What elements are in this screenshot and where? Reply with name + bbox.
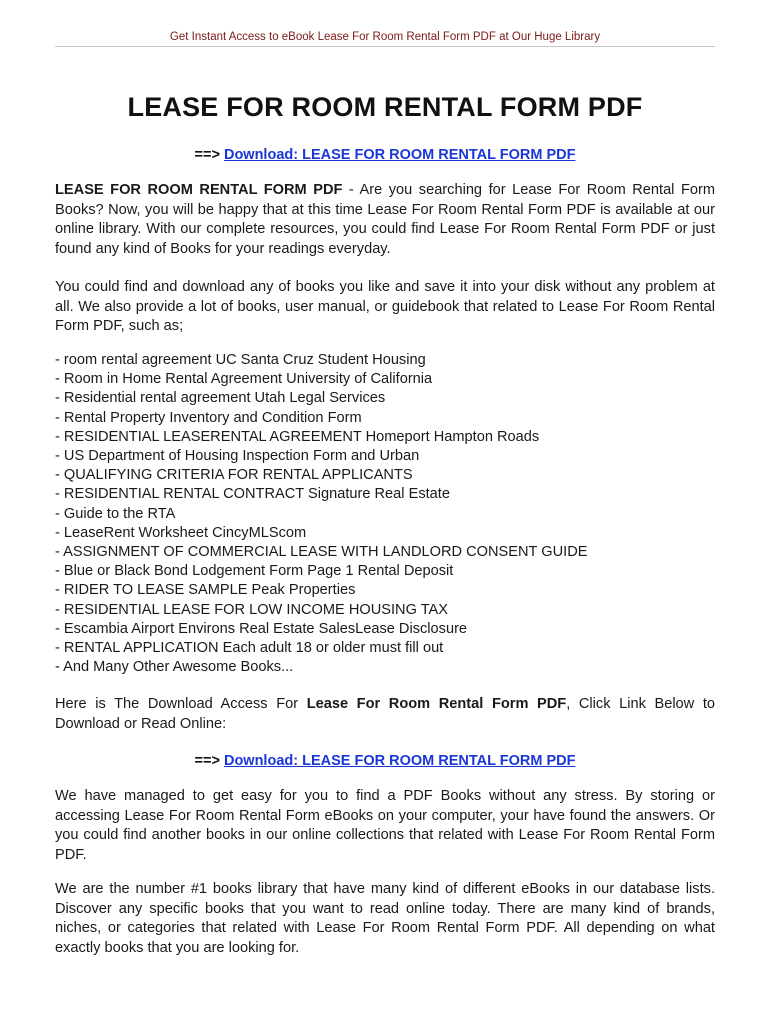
related-book-item: - Blue or Black Bond Lodgement Form Page 1 Rental Deposit: [55, 563, 454, 580]
access-paragraph: [55, 695, 715, 734]
related-book-item: - Escambia Airport Environs Real Estate SalesLease Disclosure: [55, 620, 468, 637]
page-title: LEASE FOR ROOM RENTAL FORM PDF: [127, 92, 643, 122]
related-book-item: - ASSIGNMENT OF COMMERCIAL LEASE WITH LANDLORD CONSENT GUIDE: [55, 544, 588, 561]
access-bold: Lease For Room Rental Form PDF: [306, 696, 567, 712]
paragraph-library: We are the number #1 books library that have many kind of different eBooks in our database lists. Discover any specific books that you want to read online today. There are many kind of brands, niches, or categories that related with Lease For Room Rental Form PDF. All depending on what exactly books that you are looking for.: [55, 881, 715, 956]
download-arrow: ==>: [194, 753, 220, 769]
related-book-item: - RESIDENTIAL LEASE FOR LOW INCOME HOUSING TAX: [55, 601, 449, 618]
access-before: Here is The Download Access For: [55, 696, 307, 712]
related-book-item: - RESIDENTIAL LEASERENTAL AGREEMENT Homeport Hampton Roads: [55, 428, 540, 445]
related-book-item: - RENTAL APPLICATION Each adult 18 or older must fill out: [55, 640, 444, 657]
paragraph-related: You could find and download any of books you like and save it into your disk without any problem at all. We also provide a lot of books, user manual, or guidebook that related to Lease For Room Rental Form PDF, such as;: [55, 279, 715, 334]
intro-paragraph: [55, 181, 715, 259]
related-book-item: - Guide to the RTA: [55, 505, 176, 522]
paragraph-storage: We have managed to get easy for you to find a PDF Books without any stress. By storing or accessing Lease For Room Rental Form eBooks on your computer, your have found the answers. Or you could find another books in our online collections that related with Lease For Room Rental Form PDF.: [55, 788, 715, 863]
top-banner: Get Instant Access to eBook Lease For Room Rental Form PDF at Our Huge Library: [169, 31, 601, 43]
related-book-item: - And Many Other Awesome Books...: [55, 659, 294, 676]
download-arrow: ==>: [194, 147, 220, 163]
related-book-item: - QUALIFYING CRITERIA FOR RENTAL APPLICANTS: [55, 467, 413, 484]
related-book-item: - Rental Property Inventory and Condition Form: [55, 409, 362, 426]
related-books-list: [55, 351, 715, 677]
download-line-bottom: [0, 752, 770, 770]
download-link-top[interactable]: Download: LEASE FOR ROOM RENTAL FORM PDF: [223, 147, 576, 163]
access-after: , Click Link Below to Download or Read Online:: [55, 696, 715, 732]
intro-text: - Are you searching for Lease For Room Rental Form Books? Now, you will be happy that at this time Lease For Room Rental Form PDF is available at our online library. With our complete resources, you could find Lease For Room Rental Form PDF or just found any kind of Books for your readings everyday.: [55, 182, 715, 257]
related-book-item: - RESIDENTIAL RENTAL CONTRACT Signature Real Estate: [55, 486, 450, 503]
related-book-item: - room rental agreement UC Santa Cruz Student Housing: [55, 352, 426, 368]
related-book-item: - US Department of Housing Inspection Form and Urban: [55, 448, 420, 465]
download-link-bottom[interactable]: Download: LEASE FOR ROOM RENTAL FORM PDF: [223, 753, 576, 769]
related-book-item: - Room in Home Rental Agreement University of California: [55, 371, 433, 388]
related-book-item: - LeaseRent Worksheet CincyMLScom: [55, 524, 307, 541]
related-book-item: - RIDER TO LEASE SAMPLE Peak Properties: [55, 582, 356, 599]
top-divider: [55, 46, 715, 47]
download-line-top: [0, 146, 770, 164]
intro-lead: LEASE FOR ROOM RENTAL FORM PDF: [55, 182, 343, 198]
related-book-item: - Residential rental agreement Utah Legal Services: [55, 390, 386, 407]
